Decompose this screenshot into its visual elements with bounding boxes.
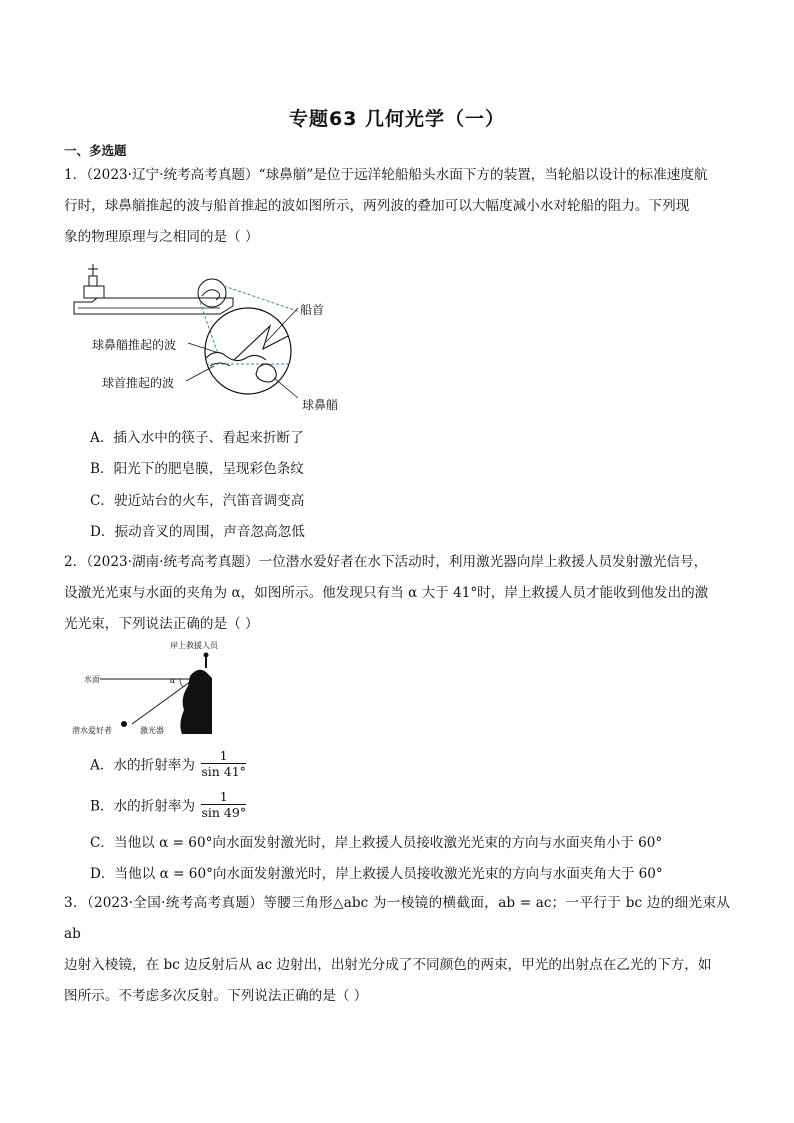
question-2-line-1: 2．（2023·湖南·统考高考真题）一位潜水爱好者在水下活动时，利用激光器向岸上救援人员发射激光信号， bbox=[64, 554, 708, 570]
q1-option-d: D．振动音叉的周围，声音忽高忽低 bbox=[90, 524, 305, 540]
label-wave-bow: 球首推起的波 bbox=[102, 376, 175, 390]
question-3-line-1: 3．（2023·全国·统考高考真题）等腰三角形△abc 为一棱镜的横截面，ab = ac；一平行于 bc 边的细光束从 ab bbox=[64, 895, 730, 942]
question-3-line-3: 图所示。不考虑多次反射。下列说法正确的是（ ） bbox=[64, 988, 368, 1004]
question-3-text bbox=[64, 888, 730, 1012]
q2-option-a bbox=[90, 748, 246, 779]
question-1-line-2: 行时，球鼻艏推起的波与船首推起的波如图所示，两列波的叠加可以大幅度减小水对轮船的阻力。下列现 bbox=[64, 198, 690, 214]
label-laser: 激光器 bbox=[140, 726, 164, 735]
question-2-figure bbox=[70, 638, 230, 738]
fraction-b bbox=[201, 789, 246, 820]
diver-laser-diagram bbox=[70, 638, 230, 738]
fraction-a bbox=[201, 748, 246, 779]
fraction-b-numerator: 1 bbox=[201, 789, 246, 805]
ship-hull bbox=[74, 298, 233, 314]
label-diver: 潜水爱好者 bbox=[72, 726, 112, 735]
label-water: 水面 bbox=[84, 675, 100, 684]
label-bulb: 球鼻艏 bbox=[302, 398, 339, 412]
bulbous-bow-shape bbox=[256, 364, 276, 382]
q2-option-a-text: A．水的折射率为 bbox=[90, 757, 195, 774]
label-alpha: α bbox=[170, 676, 176, 685]
q1-option-c: C．驶近站台的火车，汽笛音调变高 bbox=[90, 493, 305, 509]
fraction-b-denominator: sin 49° bbox=[201, 805, 247, 820]
question-1-figure bbox=[70, 256, 360, 416]
question-1-line-3: 象的物理原理与之相同的是（ ） bbox=[64, 229, 259, 245]
diver-icon bbox=[121, 721, 127, 727]
q2-option-b-text: B．水的折射率为 bbox=[90, 798, 196, 815]
page-title: 专题63 几何光学（一） bbox=[288, 108, 506, 130]
q1-option-b: B．阳光下的肥皂膜，呈现彩色条纹 bbox=[90, 461, 304, 477]
question-1-line-1: 1．（2023·辽宁·统考高考真题）“球鼻艏”是位于远洋轮船船头水面下方的装置，当轮船以设计的标准速度航 bbox=[64, 167, 708, 183]
fraction-a-numerator: 1 bbox=[201, 748, 246, 764]
q2-option-c: C．当他以 α = 60°向水面发射激光时，岸上救援人员接收激光光束的方向与水面夹角小于 60° bbox=[90, 835, 663, 851]
question-2-line-3: 光光束，下列说法正确的是（ ） bbox=[64, 616, 259, 632]
label-wave-bulb: 球鼻艏推起的波 bbox=[92, 338, 177, 352]
question-2-text bbox=[64, 547, 730, 640]
section-heading: 一、多选题 bbox=[64, 143, 127, 158]
question-2-line-2: 设激光光束与水面的夹角为 α，如图所示。他发现只有当 α 大于 41°时，岸上救援人员才能收到他发出的激 bbox=[64, 585, 709, 601]
q2-option-b bbox=[90, 789, 246, 820]
q1-option-a: A．插入水中的筷子、看起来折断了 bbox=[90, 430, 304, 446]
label-rescuer: 岸上救援人员 bbox=[170, 641, 218, 650]
fraction-a-denominator: sin 41° bbox=[201, 764, 246, 779]
q2-option-d: D．当他以 α = 60°向水面发射激光时，岸上救援人员接收激光光束的方向与水面夹角大于 60° bbox=[90, 866, 663, 882]
question-1-text bbox=[64, 160, 730, 253]
question-3-line-2: 边射入棱镜，在 bc 边反射后从 ac 边射出，出射光分成了不同颜色的两束，甲光的出射点在乙光的下方，如 bbox=[64, 957, 712, 973]
ship-bridge bbox=[84, 286, 104, 298]
label-bow: 船首 bbox=[300, 303, 325, 317]
